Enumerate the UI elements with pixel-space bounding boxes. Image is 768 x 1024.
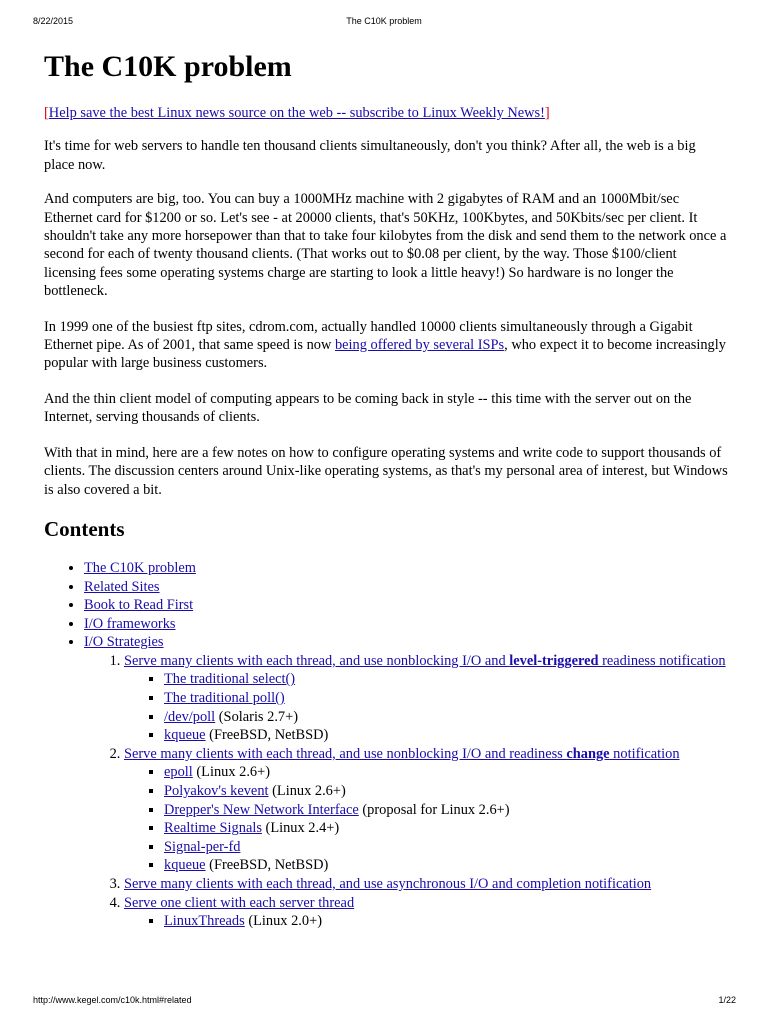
toc-item [84,578,728,597]
toc-link-book-to-read-first[interactable]: Book to Read First [84,597,194,614]
toc-link-io-strategies[interactable]: I/O Strategies [84,634,164,651]
toc-link-c10k-problem[interactable]: The C10K problem [84,559,196,576]
cdrom-text-before: In 1999 one of the busiest ftp sites, cdrom.com, actually handled 10000 clients simultaneously through a Gigabit Ethernet pipe. As of 2001, that same speed is now [44,318,693,354]
level-triggered-apis [124,670,728,744]
isps-link[interactable]: being offered by several ISPs [334,337,505,354]
api-item [164,782,728,801]
api-item [164,670,728,689]
cdrom-paragraph [44,318,728,373]
thin-client-paragraph: And the thin client model of computing appears to be coming back in style -- this time with the server out on the Internet, serving thousands of clients. [44,390,692,426]
print-title: The C10K problem [346,16,422,26]
api-item [164,819,728,838]
lwn-subscribe-link[interactable]: Help save the best Linux news source on the web -- subscribe to Linux Weekly News! [48,105,545,121]
api-note: (Linux 2.4+) [261,820,340,837]
table-of-contents [44,559,728,931]
document-body [44,46,728,931]
api-link-kqueue[interactable]: kqueue [164,727,206,744]
api-note: (Linux 2.6+) [192,764,271,781]
cdrom-text-after: , who expect it to become increasingly popular with large business customers. [44,337,726,372]
api-item [164,912,728,931]
api-link-select[interactable]: The traditional select() [164,671,296,688]
strategy-item [124,875,728,894]
api-item [164,689,728,708]
contents-heading: Contents [44,516,125,541]
notes-paragraph: With that in mind, here are a few notes on how to configure operating systems and write code to support thousands of clients. The discussion centers around Unix-like operating systems, as that's my personal area of interest, but Windows is also covered a bit. [44,444,728,498]
strategy-link-async-io[interactable]: Serve many clients with each thread, and use asynchronous I/O and completion notification [124,876,652,892]
toc-item [84,615,728,634]
api-link-poll[interactable]: The traditional poll() [164,690,285,707]
hardware-paragraph: And computers are big, too. You can buy a 1000MHz machine with 2 gigabytes of RAM and an 1000Mbit/sec Ethernet card for $1200 or so. Let's see - at 20000 clients, that's 50KHz, 100Kbytes, and 50Kbits/sec per client. It shouldn't take any more horsepower than that to take four kilobytes from the disk and send them to the network once a second for each of twenty thousand clients. (That works out to $0.08 per client, by the way. Those $100/client licensing fees some operating systems charge are starting to look a little heavy!) So hardware is no longer the bottleneck. [44,191,727,300]
banner-bracket-open: [ [44,105,49,121]
page-title: The C10K problem [44,50,292,83]
api-link-kevent[interactable]: Polyakov's kevent [164,783,269,800]
api-item [164,856,728,875]
api-item [164,708,728,727]
toc-item [84,596,728,615]
strategy-link-level-triggered[interactable]: Serve many clients with each thread, and use nonblocking I/O and level-triggered readiness notification [124,652,726,669]
toc-item [84,559,728,578]
api-link-drepper[interactable]: Drepper's New Network Interface [164,801,359,818]
api-link-signal-per-fd[interactable]: Signal-per-fd [164,838,241,855]
api-note: (FreeBSD, NetBSD) [205,727,329,744]
api-link-dev-poll[interactable]: /dev/poll [164,708,216,725]
readiness-change-apis [124,763,728,875]
strategy-item [124,745,728,875]
api-item [164,801,728,820]
print-page-number: 1/22 [718,995,736,1005]
api-item [164,763,728,782]
strategy-link-readiness-change[interactable]: Serve many clients with each thread, and use nonblocking I/O and readiness change notification [124,745,680,762]
print-header [0,16,768,32]
api-item [164,726,728,745]
api-link-kqueue-2[interactable]: kqueue [164,857,206,874]
api-note: (proposal for Linux 2.6+) [358,801,510,818]
api-note: (Solaris 2.7+) [215,708,299,725]
intro-paragraph: It's time for web servers to handle ten thousand clients simultaneously, don't you think? After all, the web is a big place now. [44,138,696,173]
api-note: (FreeBSD, NetBSD) [205,857,329,874]
api-item [164,838,728,857]
thread-per-client-apis [124,912,728,931]
api-link-epoll[interactable]: epoll [164,764,193,781]
api-link-realtime-signals[interactable]: Realtime Signals [164,820,262,837]
strategy-item [124,894,728,931]
strategy-item [124,652,728,745]
print-url: http://www.kegel.com/c10k.html#related [33,995,192,1005]
lwn-banner [44,104,728,122]
toc-link-related-sites[interactable]: Related Sites [84,578,160,595]
api-link-linuxthreads[interactable]: LinuxThreads [164,913,245,930]
api-note: (Linux 2.6+) [268,783,346,800]
toc-item [84,633,728,931]
print-footer [0,995,768,1011]
io-strategies-list [84,652,728,931]
toc-link-io-frameworks[interactable]: I/O frameworks [84,615,176,632]
print-date: 8/22/2015 [33,16,74,26]
strategy-link-thread-per-client[interactable]: Serve one client with each server thread [124,894,355,911]
api-note: (Linux 2.0+) [244,913,322,930]
banner-bracket-close: ] [544,105,550,121]
